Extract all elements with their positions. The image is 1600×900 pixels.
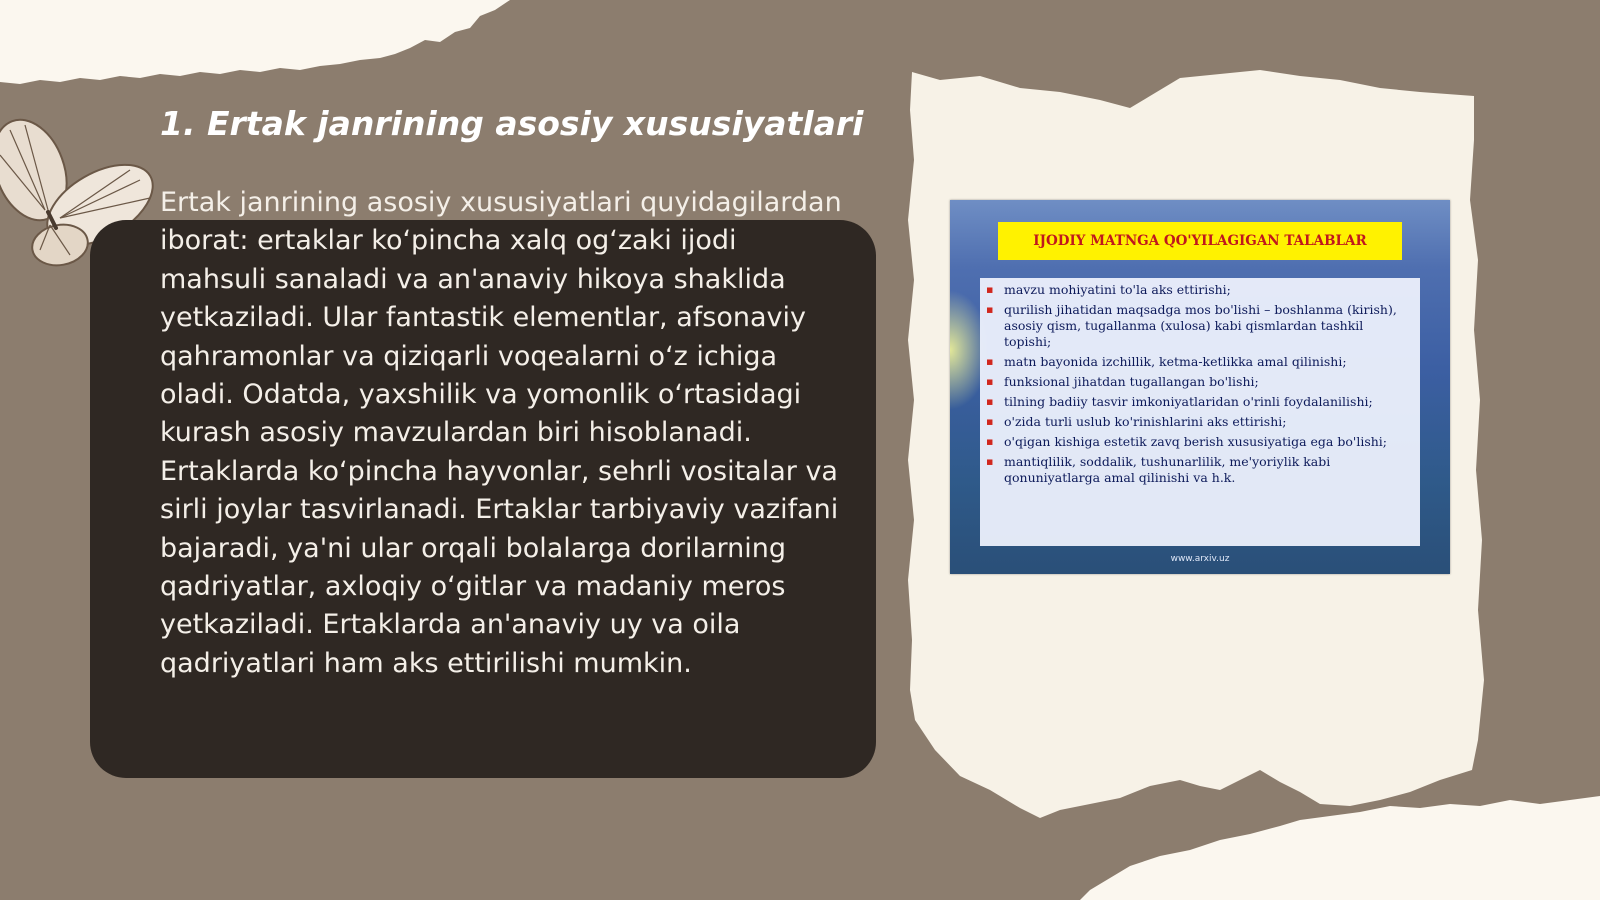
list-item: ▪ o'zida turli uslub ko'rinishlarini aks ettirishi; <box>1004 414 1412 430</box>
requirements-list <box>980 278 1420 486</box>
list-item: ▪ tilning badiiy tasvir imkoniyatlaridan o'rinli foydalanilishi; <box>1004 394 1412 410</box>
list-item: ▪ matn bayonida izchillik, ketma-ketlikka amal qilinishi; <box>1004 354 1412 370</box>
list-item: ▪ mantiqlilik, soddalik, tushunarlilik, me'yoriylik kabi qonuniyatlarga amal qilinishi va h.k. <box>1004 454 1412 486</box>
list-item: ▪ mavzu mohiyatini to'la aks ettirishi; <box>1004 282 1412 298</box>
embedded-slide-title: IJODIY MATNGA QO'YILAGIGAN TALABLAR <box>998 222 1402 260</box>
list-item: ▪ funksional jihatdan tugallangan bo'lishi; <box>1004 374 1412 390</box>
embedded-slide-image <box>950 200 1450 574</box>
list-item: ▪ qurilish jihatidan maqsadga mos bo'lishi – boshlanma (kirish), asosiy qism, tugallanma (xulosa) kabi qismlardan tashkil topishi; <box>1004 302 1412 350</box>
slide-body-text: Ertak janrining asosiy xususiyatlari quyidagilardan iborat: ertaklar koʻpincha xalq ogʻzaki ijodi mahsuli sanaladi va an'anaviy hikoya shaklida yetkaziladi. Ular fantastik elementlar, afsonaviy qahramonlar va qiziqarli voqealarni oʻz ichiga oladi. Odatda, yaxshilik va yomonlik oʻrtasidagi kurash asosiy mavzulardan biri hisoblanadi. Ertaklarda koʻpincha hayvonlar, sehrli vositalar va sirli joylar tasvirlanadi. Ertaklar tarbiyaviy vazifani bajaradi, ya'ni ular orqali bolalarga dorilarning qadriyatlar, axloqiy oʻgitlar va madaniy meros yetkaziladi. Ertaklarda an'anaviy uy va oila qadriyatlari ham aks ettirilishi mumkin. <box>160 187 842 679</box>
slide-title: 1. Ertak janrining asosiy xususiyatlari <box>160 104 864 143</box>
embedded-slide-panel <box>980 278 1420 546</box>
embedded-slide-footer: www.arxiv.uz <box>1170 554 1230 564</box>
list-item: ▪ o'qigan kishiga estetik zavq berish xususiyatiga ega bo'lishi; <box>1004 434 1412 450</box>
